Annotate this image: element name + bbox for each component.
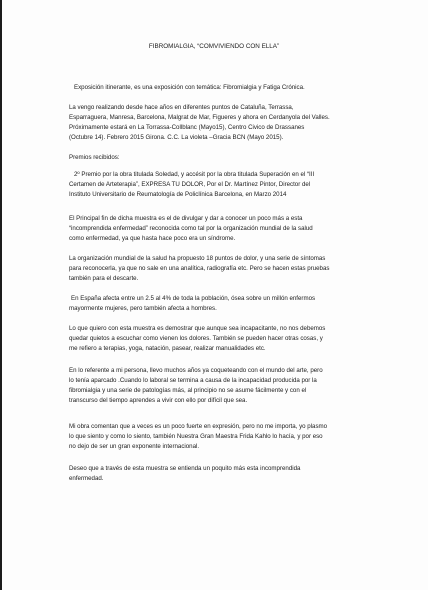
text-line: Deseo que a través de esta muestra se entienda un poquito más esta incomprendida [69,465,301,472]
text-line: Mi obra comentan que a veces es un poco fuerte en expresión, pero no me importa, yo plasmo [69,423,328,430]
text-line: como enfermedad, ya que hasta hace poco era un síndrome. [69,235,236,242]
document-title: FIBROMIALGIA, “COMVIVIENDO CON ELLA” [148,43,280,50]
text-line: enfermedad. [69,475,104,482]
text-line: La organización mundial de la salud ha propuesto 18 puntos de dolor, y una serie de síntomas [69,255,326,262]
text-line: también para el descarte. [69,275,139,282]
text-line: Exposición itinerante, es una exposición con temática: Fibromialgia y Fatiga Crónica. [74,84,305,91]
text-line: (Octubre 14). Febrero 2015 Girona. C.C. La violeta –Gracia BCN (Mayo 2015). [69,134,284,141]
text-line: me refiero a terapias, yoga, natación, pasear, realizar manualidades etc. [69,345,266,352]
text-line: Próximamente estará en La Torrassa-Collblanc (Mayo15), Centro Civico de Drassanes [69,124,305,131]
text-line: Instituto Universitario de Reumatología de Policlínica Barcelona, en Marzo 2014 [69,191,287,198]
text-line: En España afecta entre un 2.5 al 4% de toda la población, ósea sobre un millón enfermos [71,295,316,302]
text-line: El Principal fin de dicha muestra es el de divulgar y dar a conocer un poco más a esta [69,215,303,222]
text-line: Lo que quiero con esta muestra es demostrar que aunque sea incapacitante, no nos debemos [69,325,326,332]
text-line: En lo referente a mi persona, llevo muchos años ya coqueteando con el mundo del arte, pero [69,367,323,374]
text-line: para reconocerla, ya que no sale en una analítica, radiografía etc. Pero se hacen estas pruebas [69,265,330,272]
text-line: Esparraguera, Manresa, Barcelona, Malgrat de Mar, Figueres y ahora en Cerdanyola del Valles. [69,114,330,121]
scan-left-border [0,0,2,590]
text-line: quedar quietos a escuchar como vienen los dolores. También se pueden hacer otras cosas, y [69,335,323,342]
text-line: Premios recibidos: [69,154,120,161]
text-line: transcurso del tiempo aprendes a vivir con ello por difícil que sea. [69,397,248,404]
text-line: lo tenía aparcado .Cuando lo laboral se termina a causa de la incapacidad producida por la [69,377,317,384]
text-line: fibromialgia y una serie de patologías más, al principio no se asume fácilmente y con el [69,387,307,394]
text-line: mayormente mujeres, pero también afecta a hombres. [69,305,217,312]
text-line: La vengo realizando desde hace años en diferentes puntos de Cataluña, Terrassa, [69,104,294,111]
text-line: no dejo de ser un gran exponente internacional. [69,443,200,450]
text-line: lo que siento y como lo siento, también Nuestra Gran Maestra Frida Kahlo lo hacía, y por eso [69,433,323,440]
text-line: 2º Premio por la obra titulada Soledad, y accésit por la obra titulada Superación en el “III [74,171,315,178]
text-line: “incomprendida enfermedad” reconocida como tal por la organización mundial de la salud [69,225,313,232]
text-line: Certamen de Arteterapia”, EXPRESA TU DOLOR, Por el Dr. Martínez Pintor, Director del [69,181,311,188]
